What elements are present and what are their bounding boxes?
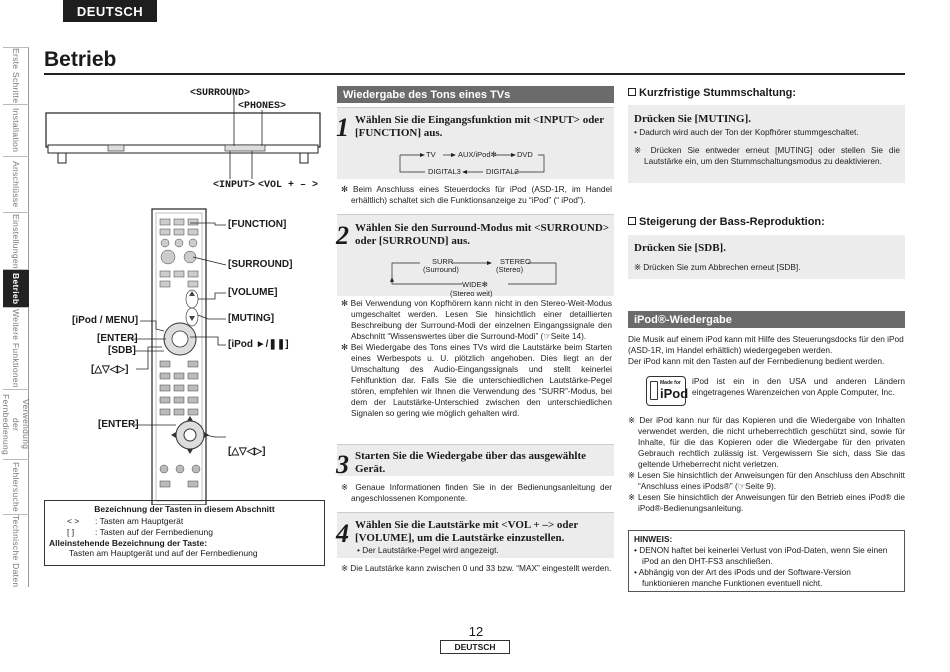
- mute-heading: Drücken Sie [MUTING].: [634, 113, 752, 125]
- section-header-tv: Wiedergabe des Tons eines TVs: [337, 86, 614, 103]
- step-2-number: 2: [336, 221, 349, 250]
- flow-stereo: STEREO: [500, 257, 531, 266]
- note-step-2: ✻ Bei Verwendung von Kopfhörern kann nicht in den Stereo-Weit-Modus umgeschaltet werden. Lesen Sie hinsichtlich einer detaillierten Beschreibung der Surround-Modi der einzelnen Eingangssignale den Abschnitt “Wissenswertes über die Surround-Modi” (☞Seite 14). ✻ Bei Wiedergabe des Tons eines TVs wird die Lautstärke beim Starten eines Werbespots u. U. plötzlich angehoben. Dies liegt an der Umschaltung des Audio-Eingangssignals und stellt keinerlei Fehlfunktion dar. Falls Sie die unterschiedlichen Lautstärke-Pegel stören, empfehlen wir Ihnen die Verwendung des “SURR”-Modus, bei dem der Lautstärke-Unterschied zwischen den unterschiedlichen Signalen so gering wie möglich gehalten wird.: [341, 298, 612, 418]
- note-step-1: ✻ Beim Anschluss eines Steuerdocks für iPod (ASD-1R, im Handel erhältlich) schaltet sich die Funktionsanzeige zu “iPod” (“ iPod”).: [341, 184, 612, 205]
- label-muting: [MUTING]: [228, 313, 275, 324]
- label-surround-remote: [SURROUND]: [228, 259, 293, 270]
- note-step-4: ※ Die Lautstärke kann zwischen 0 und 33 bzw. “MAX” eingestellt werden.: [341, 563, 612, 573]
- side-nav-item-active[interactable]: Betrieb: [3, 269, 29, 307]
- label-volume: [VOLUME]: [228, 287, 278, 298]
- bass-note: ※ Drücken Sie zum Abbrechen erneut [SDB].: [634, 262, 801, 272]
- label-arrows: [△▽◁▷]: [91, 364, 129, 375]
- mute-section-title: Kurzfristige Stummschaltung:: [628, 87, 796, 99]
- label-input: <INPUT>: [213, 180, 256, 191]
- ipod-intro: Die Musik auf einem iPod kann mit Hilfe des Steuerungsdocks für den iPod (ASD-1R, im Handel erhältlich) wiedergegeben werden. Der iPod kann mit den Tasten auf der Fernbedienung bedient werden.: [628, 334, 904, 366]
- mute-bullet: • Dadurch wird auch der Ton der Kopfhörer stummgeschaltet.: [634, 127, 859, 137]
- step-4-text: Wählen Sie die Lautstärke mit <VOL + –> oder [VOLUME], um die Lautstärke einzustellen.: [355, 519, 579, 544]
- flow-stereo-sub: (Stereo): [496, 265, 524, 274]
- legend-key: [ ]: [67, 527, 75, 537]
- footer-language-tab: DEUTSCH: [440, 640, 510, 654]
- step-3-text: Starten Sie die Wiedergabe über das ausgewählte Gerät.: [355, 450, 587, 475]
- label-phones: <PHONES>: [238, 101, 287, 112]
- page-number: 12: [468, 624, 484, 639]
- flow-digital2: DIGITAL2: [486, 167, 519, 176]
- flow-wide-sub: (Stereo weit): [450, 289, 493, 298]
- legend-text: : Tasten am Hauptgerät: [95, 516, 184, 526]
- legend-bold: Alleinstehende Bezeichnung der Taste:: [49, 538, 208, 548]
- step-2-text: Wählen Sie den Surround-Modus mit <SURROUND> oder [SURROUND] aus.: [355, 222, 610, 247]
- side-nav-item[interactable]: Weitere Funktionen: [3, 307, 29, 389]
- page-title: Betrieb: [44, 48, 117, 71]
- step-3-number: 3: [336, 450, 349, 479]
- label-enter: [ENTER]: [97, 333, 138, 344]
- step-1-text: Wählen Sie die Eingangsfunktion mit <INPUT> oder [FUNCTION] aus.: [355, 114, 604, 139]
- hinweis-bullet: • DENON haftet bei keinerlei Verlust von iPod-Daten, wenn Sie einen iPod an den DHT-FS3 anschließen.: [634, 545, 888, 566]
- label-vol: <VOL + – >: [258, 180, 319, 191]
- label-ipod-play: [iPod ►/❚❚]: [228, 339, 289, 350]
- step-1-number: 1: [336, 113, 349, 142]
- side-nav: [3, 47, 29, 587]
- ipod-notes: ※ Der iPod kann nur für das Kopieren und die Wiedergabe von Inhalten verwendet werden, die nicht urheberrechtlich geschützt sind, sowie für Inhalte, für die das Kopieren oder die Wiedergabe für den privaten Gebrauch rechtlich zulässig ist. Vergewissern Sie sich, dass Sie das geltende Urheberrecht nicht verletzen. ※ Lesen Sie hinsichtlich der Anweisungen für den Anschluss den Abschnitt “Anschluss eines iPods®” (☞Seite 9). ※ Lesen Sie hinsichtlich der Anweisungen für den Betrieb eines iPod® die iPod®-Bedienungsanleitung.: [628, 415, 905, 513]
- flow-surr: SURR: [432, 257, 454, 266]
- hinweis-bullet: • Abhängig von der Art des iPods und der Software-Version funktionieren manche Funktionen eventuell nicht.: [634, 567, 851, 588]
- side-nav-item[interactable]: Fehlersuche: [3, 459, 29, 514]
- label-ipod-menu: [iPod / MENU]: [72, 315, 139, 326]
- title-rule: [44, 73, 905, 75]
- label-surround: <SURROUND>: [190, 88, 251, 99]
- note-step-3: ※ Genaue Informationen finden Sie in der Bedienungsanleitung der angeschlossenen Komponente.: [341, 482, 612, 503]
- checkbox-icon: [628, 217, 636, 225]
- flow-surr-sub: (Surround): [423, 265, 459, 274]
- label-sdb: [SDB]: [108, 345, 136, 356]
- legend-text: : Tasten auf der Fernbedienung: [95, 527, 213, 537]
- made-for-ipod-logo: Made for iPod: [646, 376, 686, 406]
- side-nav-item[interactable]: Erste Schritte: [3, 47, 29, 104]
- hinweis-box: [628, 530, 905, 592]
- mute-note: ※ Drücken Sie entweder erneut [MUTING] oder stellen Sie die Lautstärke ein, um den Stummschaltungsmodus zu deaktivieren.: [634, 145, 900, 166]
- hinweis-title: HINWEIS:: [634, 534, 673, 544]
- ipod-section-header: iPod®-Wiedergabe: [628, 311, 905, 328]
- ipod-trademark: iPod ist ein in den USA und anderen Ländern eingetragenes Warenzeichen von Apple Computer, Inc.: [692, 376, 905, 397]
- step-4-bullet: • Der Lautstärke-Pegel wird angezeigt.: [357, 545, 499, 555]
- side-nav-item[interactable]: Einstellungen: [3, 212, 29, 269]
- label-function: [FUNCTION]: [228, 219, 287, 230]
- step-4-number: 4: [336, 519, 349, 548]
- language-tab: DEUTSCH: [63, 0, 157, 22]
- flow-tv: TV: [426, 150, 436, 159]
- bass-heading: Drücken Sie [SDB].: [634, 242, 726, 254]
- flow-aux: AUX/iPod✻: [458, 150, 497, 159]
- label-enter-2: [ENTER]: [98, 419, 139, 430]
- legend-box: [44, 500, 325, 566]
- flow-digital3: DIGITAL3: [428, 167, 461, 176]
- side-nav-item[interactable]: Anschlüsse: [3, 156, 29, 212]
- device-illustration: [40, 85, 340, 505]
- flow-wide: WIDE✻: [462, 280, 488, 289]
- side-nav-item[interactable]: Technische Daten: [3, 514, 29, 587]
- side-nav-item[interactable]: Installation: [3, 104, 29, 156]
- legend-key: < >: [67, 516, 80, 526]
- legend-last: Tasten am Hauptgerät und auf der Fernbedienung: [69, 548, 258, 558]
- flow-dvd: DVD: [517, 150, 533, 159]
- bass-section-title: Steigerung der Bass-Reproduktion:: [628, 216, 825, 228]
- checkbox-icon: [628, 88, 636, 96]
- side-nav-item[interactable]: Verwendung der Fernbedienung: [3, 389, 29, 459]
- legend-title: Bezeichnung der Tasten in diesem Abschnitt: [94, 504, 275, 514]
- label-arrows-2: [△▽◁▷]: [228, 446, 266, 457]
- ipod-device-icon: [650, 381, 658, 400]
